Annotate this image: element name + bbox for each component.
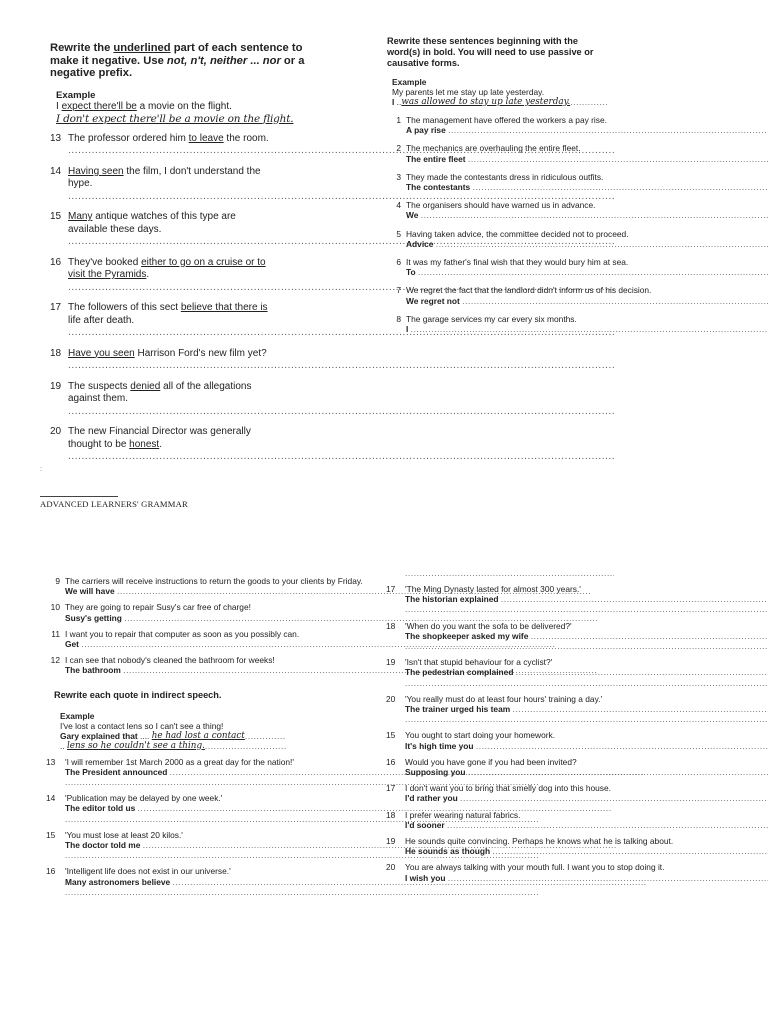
item-text-line: The suspects denied all of the allegations [68, 380, 252, 392]
top-left-exercise [50, 42, 310, 472]
example-answer-line-1: Gary explained that .... he had lost a contact ..... [60, 731, 286, 741]
answer-line[interactable] [405, 767, 768, 777]
answer-line[interactable] [405, 704, 768, 714]
item-body [405, 810, 768, 830]
list-item [50, 257, 310, 295]
item-body [405, 783, 768, 803]
item-body [405, 694, 768, 725]
list-item [46, 830, 286, 861]
item-number: 9 [55, 576, 60, 586]
item-text: Would you have gone if you had been invited? [405, 756, 577, 767]
item-body [405, 757, 768, 777]
item-text-line: Having seen the film, I don't understand the [68, 165, 261, 177]
item-body [406, 285, 768, 305]
negatives-items-list [50, 133, 310, 464]
answer-line[interactable] [406, 210, 768, 220]
bottom-right-exercise [386, 568, 674, 889]
example-sentence: My parents let me stay up late yesterday. [392, 87, 545, 97]
passive-items-list [387, 115, 652, 335]
answer-line-extra[interactable] [405, 641, 768, 651]
item-text: 'When do you want the sofa to be delivered?' [405, 620, 572, 631]
item-body [68, 348, 615, 373]
item-text-line: available these days. [68, 223, 162, 235]
answer-line[interactable] [405, 594, 768, 604]
example-sentence: I've lost a contact lens so I can't see a thing! [60, 720, 224, 731]
answer-line[interactable] [405, 631, 768, 641]
item-text: I prefer wearing natural fabrics. [405, 809, 521, 820]
list-item [387, 172, 609, 192]
answer-prompt: It's high time you [405, 740, 474, 751]
item-number: 20 [50, 426, 62, 437]
item-text: 'Intelligent life does not exist in our universe.' [65, 866, 231, 877]
item-body [406, 200, 768, 220]
item-number: 10 [50, 602, 60, 613]
item-number: 3 [396, 171, 401, 182]
item-text: 'The Ming Dynasty lasted for almost 300 years.' [405, 584, 581, 594]
item-body [68, 381, 615, 419]
item-number: 19 [50, 380, 62, 392]
item-text: They are going to repair Susy's car free of charge! [65, 602, 251, 613]
answer-line-extra[interactable] [405, 604, 768, 614]
answer-prompt: We regret not [406, 295, 460, 306]
item-number: 13 [46, 756, 56, 767]
answer-line[interactable] [68, 360, 615, 373]
item-number: 8 [396, 313, 401, 324]
list-item [387, 228, 629, 249]
indirect-speech-items-list-continued [386, 584, 614, 724]
item-text: He sounds quite convincing. Perhaps he knows what he is talking about. [405, 836, 674, 847]
example-sentence: I expect there'll be a movie on the flight. [56, 100, 232, 112]
answer-prompt: I'd sooner [405, 819, 445, 830]
list-item [387, 257, 629, 278]
list-item [50, 166, 310, 204]
causative-items-list [46, 576, 363, 676]
answer-prompt: The pedestrian complained [405, 667, 514, 678]
item-text: I don't want you to bring that smelly dog into this house. [405, 783, 611, 794]
answer-prompt: Advice [406, 238, 434, 249]
item-text-line: thought to be honest. [68, 438, 162, 450]
item-text-line: The new Financial Director was generally [68, 426, 251, 437]
item-number: 14 [46, 793, 56, 804]
exercise-heading-negatives: Rewrite the underlined part of each sentence to make it negative. Use not, n't, neither ... nor or a negative prefix. [50, 42, 305, 79]
item-body [405, 584, 768, 615]
list-item [386, 810, 614, 830]
item-text: The management have offered the workers a pay rise. [406, 115, 607, 125]
item-text-line: The professor ordered him to leave the room. [68, 132, 269, 144]
item-text: 'You must lose at least 20 kilos.' [65, 829, 183, 840]
answer-line[interactable] [68, 406, 615, 419]
answer-prompt: He sounds as though [405, 846, 491, 857]
item-body [406, 172, 768, 192]
item-number: 14 [50, 165, 62, 177]
item-text-line: They've booked either to go on a cruise or to [68, 256, 266, 268]
item-text: They made the contestants dress in ridiculous outfits. [406, 171, 604, 182]
answer-line[interactable] [406, 125, 768, 135]
item-text: The mechanics are overhauling the entire fleet. [406, 143, 581, 154]
list-item [386, 584, 614, 615]
list-item [46, 576, 363, 597]
item-text: You are always talking with your mouth full. I want you to stop doing it. [405, 862, 665, 873]
item-text: We regret the fact that the landlord didn't inform us of his decision. [406, 285, 652, 296]
answer-prompt: The contestants [406, 182, 471, 193]
item-number: 18 [386, 809, 396, 820]
answer-line[interactable] [405, 793, 768, 803]
item-number: 16 [46, 866, 56, 877]
example-answer-handwritten: I don't expect there'll be a movie on the flight. [56, 112, 294, 125]
item-body [406, 314, 768, 334]
answer-prompt: Supposing you [405, 767, 466, 778]
item-body [68, 426, 615, 464]
item-body [405, 862, 768, 882]
list-item [387, 143, 609, 163]
list-item [46, 793, 286, 824]
item-number: 16 [50, 256, 62, 268]
bottom-left-exercise [46, 576, 363, 903]
indirect-speech-items-list [46, 756, 294, 897]
list-item [386, 836, 674, 857]
list-item [46, 866, 286, 897]
item-text-line: visit the Pyramids. [68, 269, 150, 280]
answer-line-extra[interactable] [405, 678, 768, 688]
scan-speck: : [40, 466, 42, 473]
item-body [406, 115, 768, 135]
item-body [405, 836, 768, 856]
answer-line[interactable] [406, 267, 768, 277]
answer-line[interactable] [406, 154, 768, 164]
list-item [387, 115, 609, 135]
item-text: 'Publication may be delayed by one week.' [65, 793, 223, 804]
answer-prompt: I [406, 324, 409, 335]
list-item [50, 211, 310, 249]
item-body [406, 143, 768, 163]
item-text: I want you to repair that computer as soon as you possibly can. [65, 628, 300, 639]
item-text: The organisers should have warned us in advance. [406, 200, 596, 211]
answer-line[interactable] [68, 451, 615, 464]
answer-prompt: To [406, 267, 416, 278]
item-number: 15 [386, 730, 396, 741]
list-item [386, 621, 614, 652]
list-item [386, 862, 665, 883]
answer-prompt: The doctor told me [65, 840, 141, 851]
list-item [46, 655, 286, 675]
example-label: Example [56, 89, 96, 101]
unreal-past-items-list [386, 730, 674, 883]
item-text: 'I will remember 1st March 2000 as a great day for the nation!' [65, 756, 294, 767]
list-item [46, 628, 300, 650]
item-number: 20 [386, 862, 396, 873]
list-item [50, 133, 310, 158]
answer-prompt: The President announced [65, 766, 168, 777]
item-number: 12 [50, 655, 60, 666]
item-body [405, 730, 768, 750]
answer-prompt: Get [65, 639, 79, 650]
example-label: Example [60, 710, 95, 721]
item-number: 18 [386, 620, 396, 631]
list-item [50, 426, 310, 464]
footer-title: ADVANCED LEARNERS' GRAMMAR [40, 499, 188, 509]
item-text: You ought to start doing your homework. [405, 730, 556, 741]
item-number: 17 [386, 783, 396, 794]
answer-prompt: Susy's getting [65, 612, 122, 623]
item-number: 2 [396, 143, 401, 154]
answer-prompt: We will have [65, 586, 115, 597]
answer-line[interactable] [406, 324, 768, 334]
answer-prompt: I'd rather you [405, 793, 458, 804]
item-text: The carriers will receive instructions to return the goods to your clients by Friday. [65, 576, 363, 586]
item-text-line: Have you seen Harrison Ford's new film yet? [68, 347, 267, 359]
answer-line[interactable] [406, 182, 768, 192]
answer-prompt: The bathroom [65, 665, 121, 676]
answer-prompt: Many astronomers believe [65, 876, 171, 887]
item-number: 4 [396, 200, 401, 211]
answer-prompt: The editor told us [65, 803, 136, 814]
answer-line[interactable] [406, 296, 768, 306]
answer-line[interactable] [406, 239, 768, 249]
item-text-line: hype. [68, 178, 93, 189]
item-number: 20 [386, 693, 396, 704]
list-item [50, 302, 310, 340]
item-text: The garage services my car every six months. [406, 313, 577, 324]
item-text-line: life after death. [68, 314, 135, 326]
item-text: 'You really must do at least four hours' training a day.' [405, 693, 603, 704]
item-text-line: Many antique watches of this type are [68, 211, 236, 222]
list-item [387, 314, 609, 334]
item-body [405, 621, 768, 652]
answer-line[interactable] [405, 741, 768, 751]
answer-line[interactable] [405, 820, 768, 830]
item-text: 'Isn't that stupid behaviour for a cyclist?' [405, 657, 553, 668]
item-text-line: The followers of this sect believe that there is [68, 302, 268, 313]
item-number: 16 [386, 756, 396, 767]
list-item [50, 381, 310, 419]
item-text-line: against them. [68, 393, 129, 404]
item-text: Having taken advice, the committee decided not to proceed. [406, 228, 629, 239]
item-text: It was my father's final wish that they would bury him at sea. [406, 257, 629, 268]
item-number: 19 [386, 836, 396, 847]
item-body [406, 229, 768, 249]
answer-prompt: A pay rise [406, 125, 446, 136]
list-item [50, 348, 310, 373]
example-answer-line-2: .. lens so he couldn't see a thing. ..... [60, 741, 286, 751]
item-number: 15 [46, 829, 56, 840]
item-body [406, 257, 768, 277]
answer-line[interactable] [405, 667, 768, 677]
answer-line-extra[interactable] [405, 714, 768, 724]
item-number: 17 [386, 584, 396, 594]
list-item [386, 657, 614, 688]
item-body [405, 657, 768, 688]
item-number: 18 [50, 347, 62, 359]
answer-prompt: The trainer urged his team [405, 704, 511, 715]
footer-rule [40, 496, 118, 497]
answer-line[interactable] [405, 873, 768, 883]
answer-prompt: The historian explained [405, 594, 499, 605]
answer-prompt: We [406, 210, 419, 221]
list-item [386, 694, 614, 725]
item-number: 6 [396, 257, 401, 268]
example-label: Example [392, 77, 427, 87]
item-number: 13 [50, 132, 62, 144]
list-item [46, 602, 286, 622]
item-number: 19 [386, 657, 396, 668]
list-item [386, 783, 614, 803]
answer-line[interactable] [405, 568, 614, 578]
answer-prompt: The shopkeeper asked my wife [405, 630, 529, 641]
item-number: 5 [396, 228, 401, 239]
list-item [46, 756, 294, 788]
item-number: 17 [50, 302, 62, 313]
list-item [386, 757, 614, 777]
list-item [387, 285, 652, 306]
example-answer-line: I .. was allowed to stay up late yesterday. ..... [392, 97, 609, 107]
item-number: 15 [50, 211, 62, 222]
answer-prompt: The entire fleet [406, 153, 466, 164]
list-item [386, 730, 614, 750]
item-text: I can see that nobody's cleaned the bathroom for weeks! [65, 655, 275, 666]
answer-prompt: I wish you [405, 872, 446, 883]
list-item [387, 200, 609, 220]
top-right-exercise [387, 36, 652, 342]
exercise-heading-indirect-speech: Rewrite each quote in indirect speech. [54, 689, 222, 700]
answer-line[interactable] [405, 846, 768, 856]
exercise-heading-passive: Rewrite these sentences beginning with the word(s) in bold. You will need to use passive or causative forms. [387, 36, 594, 68]
item-number: 1 [396, 115, 401, 125]
item-number: 7 [396, 285, 401, 296]
item-number: 11 [51, 628, 60, 639]
